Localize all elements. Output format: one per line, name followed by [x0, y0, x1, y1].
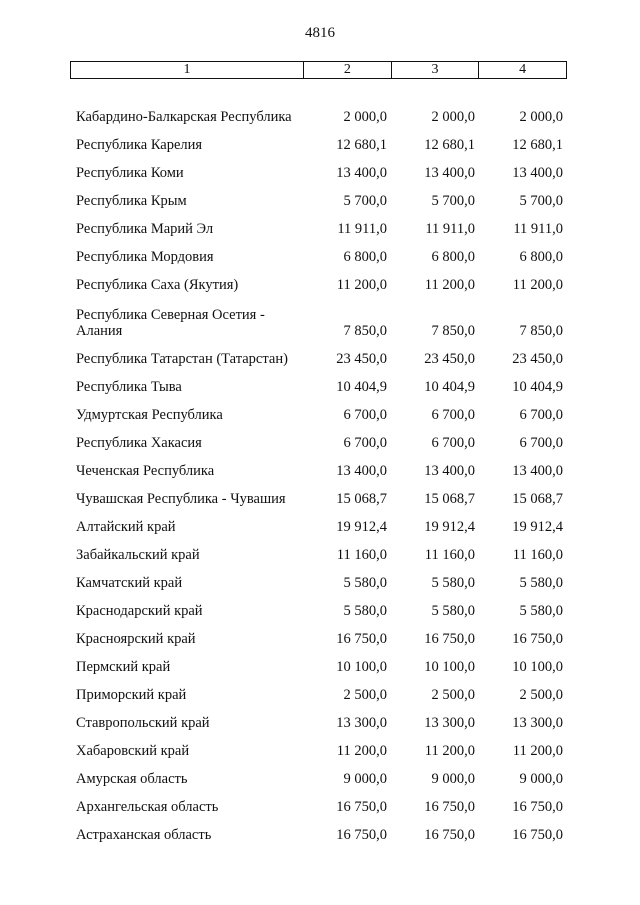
- table-row: [70, 428, 567, 456]
- amount-col-4: 11 200,0: [512, 277, 563, 293]
- header-col-3: 3: [391, 62, 479, 78]
- amount-col-4: 15 068,7: [512, 491, 563, 507]
- amount-col-2: 16 750,0: [336, 827, 387, 843]
- table-row: [70, 372, 567, 400]
- region-name: Камчатский край: [76, 575, 183, 591]
- region-name: Республика Тыва: [76, 379, 182, 395]
- amount-col-4: 2 500,0: [519, 687, 563, 703]
- table-row: [70, 484, 567, 512]
- region-name: Астраханская область: [76, 827, 212, 843]
- amount-col-3: 10 404,9: [424, 379, 475, 395]
- amount-col-3: 5 700,0: [431, 193, 475, 209]
- table-row: [70, 130, 567, 158]
- amount-col-4: 5 580,0: [519, 575, 563, 591]
- region-name: Забайкальский край: [76, 547, 200, 563]
- amount-col-2: 5 700,0: [343, 193, 387, 209]
- amount-col-2: 19 912,4: [336, 519, 387, 535]
- amount-col-3: 13 400,0: [424, 463, 475, 479]
- region-name: Республика Коми: [76, 165, 184, 181]
- amount-col-2: 5 580,0: [343, 603, 387, 619]
- amount-col-3: 16 750,0: [424, 631, 475, 647]
- amount-col-4: 10 100,0: [512, 659, 563, 675]
- table-row: [70, 298, 567, 344]
- region-name: Республика Крым: [76, 193, 187, 209]
- header-col-1: 1: [183, 62, 191, 77]
- table-row: [70, 456, 567, 484]
- region-name: Чеченская Республика: [76, 463, 215, 479]
- table-body: [70, 84, 567, 848]
- amount-col-3: 7 850,0: [431, 323, 475, 339]
- amount-col-3: 15 068,7: [424, 491, 475, 507]
- amount-col-3: 13 300,0: [424, 715, 475, 731]
- region-name: Краснодарский край: [76, 603, 203, 619]
- region-name: Архангельская область: [76, 799, 219, 815]
- table-row: [70, 186, 567, 214]
- region-name: Республика Северная Осетия - Алания: [76, 307, 265, 339]
- region-name: Хабаровский край: [76, 743, 190, 759]
- amount-col-2: 13 400,0: [336, 463, 387, 479]
- region-name: Республика Мордовия: [76, 249, 214, 265]
- amount-col-4: 23 450,0: [512, 351, 563, 367]
- region-name: Приморский край: [76, 687, 187, 703]
- amount-col-3: 10 100,0: [424, 659, 475, 675]
- amount-col-2: 11 200,0: [336, 277, 387, 293]
- amount-col-4: 13 300,0: [512, 715, 563, 731]
- amount-col-3: 19 912,4: [424, 519, 475, 535]
- region-name: Ставропольский край: [76, 715, 210, 731]
- region-name: Республика Хакасия: [76, 435, 202, 451]
- region-name: Пермский край: [76, 659, 171, 675]
- allocation-table: [70, 61, 567, 848]
- amount-col-2: 2 500,0: [343, 687, 387, 703]
- amount-col-2: 5 580,0: [343, 575, 387, 591]
- table-row: [70, 214, 567, 242]
- table-row: [70, 270, 567, 298]
- table-row: [70, 158, 567, 186]
- amount-col-4: 13 400,0: [512, 463, 563, 479]
- table-row: [70, 764, 567, 792]
- amount-col-2: 6 700,0: [343, 407, 387, 423]
- amount-col-2: 9 000,0: [343, 771, 387, 787]
- amount-col-3: 23 450,0: [424, 351, 475, 367]
- table-row: [70, 344, 567, 372]
- amount-col-4: 7 850,0: [519, 323, 563, 339]
- amount-col-4: 11 911,0: [513, 221, 563, 237]
- amount-col-4: 19 912,4: [512, 519, 563, 535]
- amount-col-4: 6 700,0: [519, 407, 563, 423]
- table-row: [70, 568, 567, 596]
- table-row: [70, 84, 567, 130]
- table-row: [70, 736, 567, 764]
- page-number: 4816: [305, 25, 335, 41]
- amount-col-2: 13 300,0: [336, 715, 387, 731]
- amount-col-3: 12 680,1: [424, 137, 475, 153]
- amount-col-4: 5 580,0: [519, 603, 563, 619]
- amount-col-4: 2 000,0: [519, 109, 563, 125]
- region-name: Республика Татарстан (Татарстан): [76, 351, 288, 367]
- amount-col-4: 6 800,0: [519, 249, 563, 265]
- region-name: Красноярский край: [76, 631, 196, 647]
- amount-col-2: 23 450,0: [336, 351, 387, 367]
- table-row: [70, 652, 567, 680]
- table-row: [70, 596, 567, 624]
- amount-col-4: 10 404,9: [512, 379, 563, 395]
- amount-col-3: 6 700,0: [431, 407, 475, 423]
- amount-col-3: 2 000,0: [431, 109, 475, 125]
- header-col-4: 4: [478, 62, 566, 78]
- amount-col-4: 12 680,1: [512, 137, 563, 153]
- table-row: [70, 680, 567, 708]
- amount-col-2: 11 911,0: [337, 221, 387, 237]
- amount-col-3: 11 911,0: [425, 221, 475, 237]
- table-row: [70, 792, 567, 820]
- region-name: Республика Саха (Якутия): [76, 277, 239, 293]
- table-row: [70, 540, 567, 568]
- amount-col-3: 16 750,0: [424, 827, 475, 843]
- header-col-2: 2: [303, 62, 391, 78]
- table-row: [70, 242, 567, 270]
- amount-col-4: 6 700,0: [519, 435, 563, 451]
- amount-col-3: 5 580,0: [431, 603, 475, 619]
- amount-col-2: 6 700,0: [343, 435, 387, 451]
- amount-col-3: 13 400,0: [424, 165, 475, 181]
- amount-col-4: 16 750,0: [512, 799, 563, 815]
- table-header: [70, 61, 567, 79]
- amount-col-4: 13 400,0: [512, 165, 563, 181]
- amount-col-3: 16 750,0: [424, 799, 475, 815]
- amount-col-4: 16 750,0: [512, 827, 563, 843]
- amount-col-3: 2 500,0: [431, 687, 475, 703]
- table-row: [70, 512, 567, 540]
- region-name: Республика Карелия: [76, 137, 203, 153]
- amount-col-4: 5 700,0: [519, 193, 563, 209]
- amount-col-3: 5 580,0: [431, 575, 475, 591]
- amount-col-4: 11 200,0: [512, 743, 563, 759]
- amount-col-4: 9 000,0: [519, 771, 563, 787]
- amount-col-2: 10 100,0: [336, 659, 387, 675]
- region-name: Республика Марий Эл: [76, 221, 214, 237]
- amount-col-2: 6 800,0: [343, 249, 387, 265]
- table-row: [70, 624, 567, 652]
- amount-col-3: 9 000,0: [431, 771, 475, 787]
- table-row: [70, 708, 567, 736]
- amount-col-2: 15 068,7: [336, 491, 387, 507]
- amount-col-2: 13 400,0: [336, 165, 387, 181]
- amount-col-3: 11 160,0: [424, 547, 475, 563]
- region-name: Амурская область: [76, 771, 188, 787]
- region-name: Кабардино-Балкарская Республика: [76, 109, 292, 125]
- amount-col-2: 11 200,0: [336, 743, 387, 759]
- table-row: [70, 400, 567, 428]
- amount-col-3: 6 700,0: [431, 435, 475, 451]
- amount-col-2: 16 750,0: [336, 799, 387, 815]
- table-row: [70, 820, 567, 848]
- amount-col-4: 16 750,0: [512, 631, 563, 647]
- region-name: Алтайский край: [76, 519, 176, 535]
- region-name: Удмуртская Республика: [76, 407, 223, 423]
- amount-col-2: 16 750,0: [336, 631, 387, 647]
- amount-col-3: 11 200,0: [424, 743, 475, 759]
- amount-col-2: 7 850,0: [343, 323, 387, 339]
- amount-col-2: 11 160,0: [336, 547, 387, 563]
- region-name: Чувашская Республика - Чувашия: [76, 491, 286, 507]
- amount-col-4: 11 160,0: [512, 547, 563, 563]
- amount-col-2: 12 680,1: [336, 137, 387, 153]
- amount-col-2: 2 000,0: [343, 109, 387, 125]
- amount-col-3: 11 200,0: [424, 277, 475, 293]
- amount-col-3: 6 800,0: [431, 249, 475, 265]
- amount-col-2: 10 404,9: [336, 379, 387, 395]
